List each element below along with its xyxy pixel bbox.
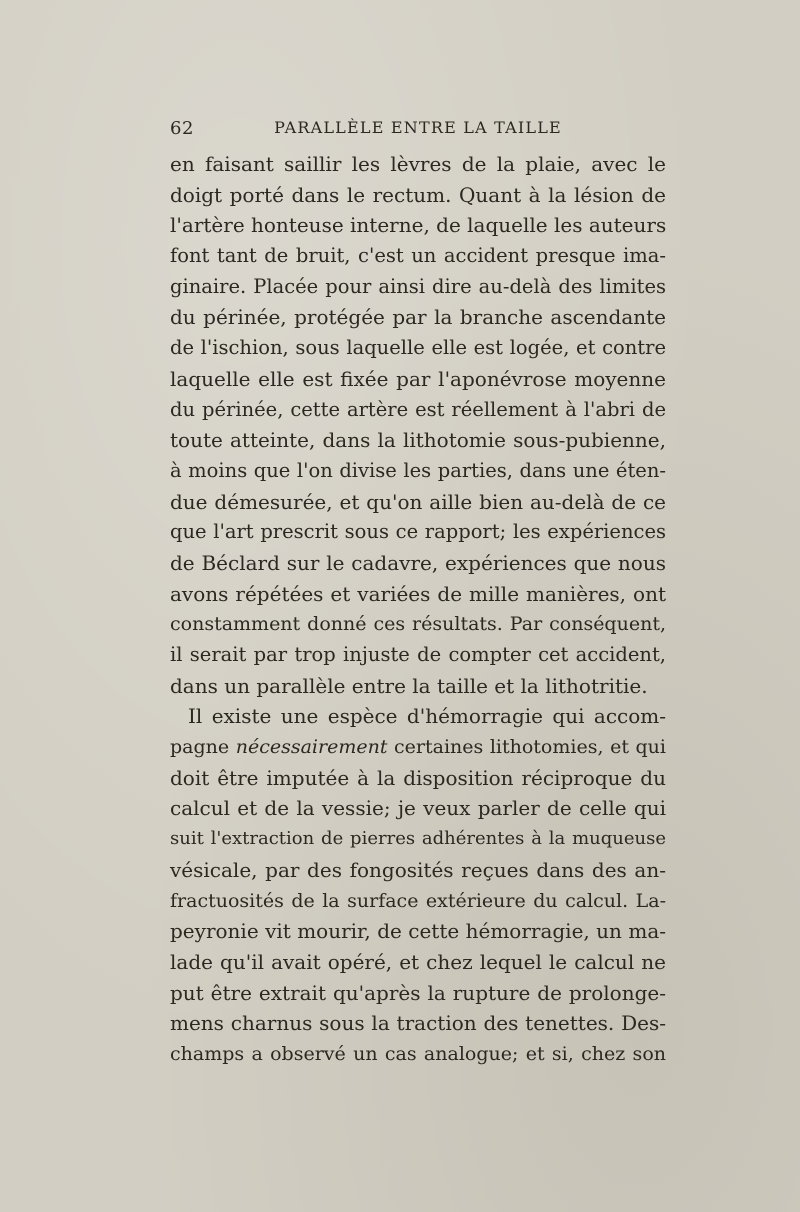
text-line: vésicale, par des fongosités reçues dans des an- [170, 857, 666, 882]
text-line: suit l'extraction de pierres adhérentes à la muqueuse [170, 828, 666, 850]
text-line: put être extrait qu'après la rupture de prolonge- [170, 980, 666, 1005]
text-line: font tant de bruit, c'est un accident presque ima- [170, 244, 666, 268]
text-line: l'artère honteuse interne, de laquelle les auteurs [170, 213, 667, 238]
italic-word: nécessairement [235, 736, 388, 759]
text-line: peyronie vit mourir, de cette hémorragie, un ma- [170, 919, 666, 944]
text-line [170, 732, 666, 763]
text-line: doit être imputée à la disposition réciproque du [170, 765, 666, 790]
text-line: toute atteinte, dans la lithotomie sous-pubienne, [170, 428, 666, 453]
text-line: du périnée, protégée par la branche ascendante [170, 305, 666, 330]
text-line: fractuosités de la surface extérieure du calcul. La- [170, 889, 666, 912]
text-line: de l'ischion, sous laquelle elle est logée, et contre [170, 336, 666, 360]
running-title: PARALLÈLE ENTRE LA TAILLE [274, 118, 562, 137]
text-line: lade qu'il avait opéré, et chez lequel le calcul ne [170, 949, 666, 974]
page-header [170, 118, 666, 142]
text-line: que l'art prescrit sous ce rapport; les expériences [170, 520, 666, 544]
text-line: champs a observé un cas analogue; et si, chez son [170, 1042, 666, 1065]
text-line: ginaire. Placée pour ainsi dire au-delà des limites [170, 274, 666, 298]
text-line: du périnée, cette artère est réellement à l'abri de [170, 397, 666, 421]
body-text [170, 149, 666, 1070]
text-line: à moins que l'on divise les parties, dans une éten- [170, 458, 666, 482]
page-number: 62 [170, 118, 194, 139]
text-line: de Béclard sur le cadavre, expériences que nous [170, 550, 666, 575]
text-line: due démesurée, et qu'on aille bien au-delà de ce [170, 489, 666, 514]
text-line: doigt porté dans le rectum. Quant à la lésion de [170, 182, 666, 207]
text-line: avons répétées et variées de mille manières, ont [170, 581, 666, 606]
text-line: en faisant saillir les lèvres de la plaie, avec le [170, 152, 666, 176]
text-line: mens charnus sous la traction des tenettes. Des- [170, 1011, 666, 1036]
text-line: laquelle elle est fixée par l'aponévrose moyenne [170, 366, 666, 391]
paragraph-end-line: dans un parallèle entre la taille et la lithotritie. [170, 673, 648, 698]
text-segment: pagne [170, 736, 236, 759]
text-line: constamment donné ces résultats. Par conséquent, [170, 613, 666, 636]
text-line: il serait par trop injuste de compter cet accident, [170, 643, 666, 666]
paragraph-start-line: Il existe une espèce d'hémorragie qui accom- [188, 704, 666, 729]
text-line: calcul et de la vessie; je veux parler de celle qui [170, 796, 666, 821]
text-segment: certaines lithotomies, et qui [387, 736, 666, 759]
